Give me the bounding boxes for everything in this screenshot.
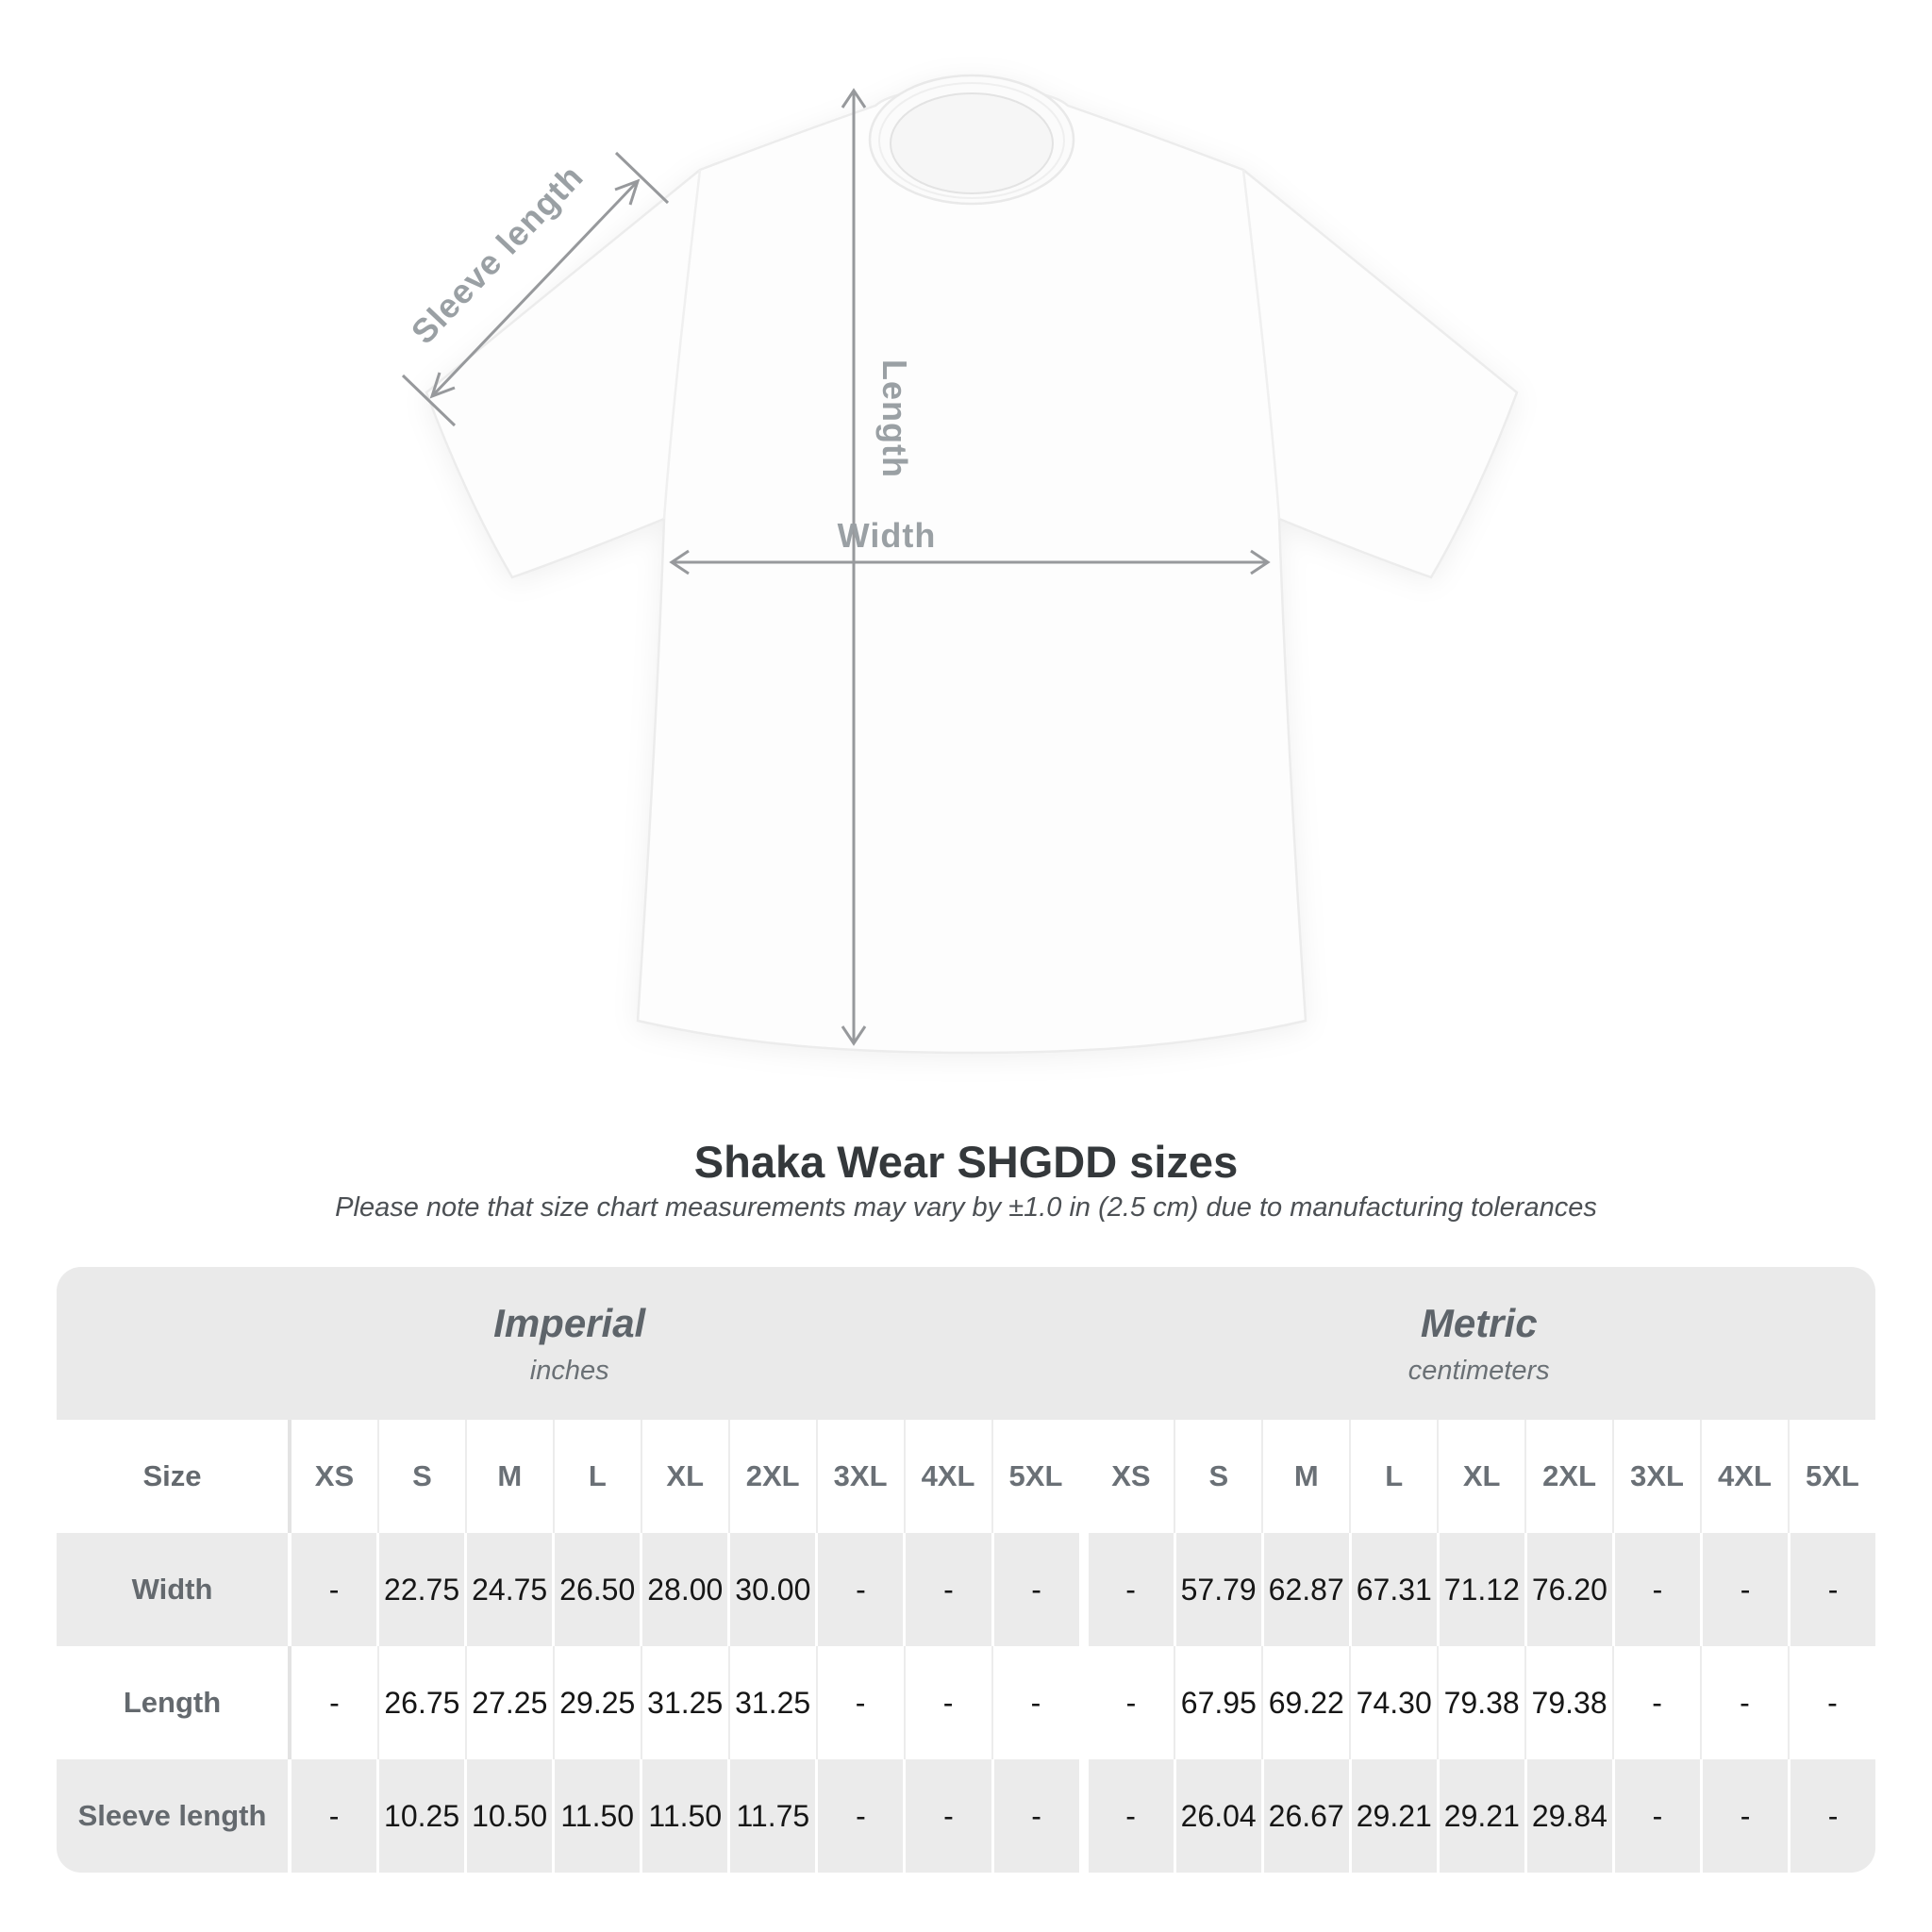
value-cell: -: [1612, 1646, 1700, 1759]
value-cell: 27.25: [465, 1646, 553, 1759]
value-cell: -: [1079, 1759, 1174, 1873]
value-cell: -: [903, 1533, 991, 1646]
tolerance-note: Please note that size chart measurements may vary by ±1.0 in (2.5 cm) due to manufacturing tolerances: [335, 1192, 1597, 1223]
value-cell: -: [1788, 1646, 1875, 1759]
row-label: Sleeve length: [77, 1799, 267, 1832]
value-cell: 31.25: [728, 1646, 816, 1759]
value-cell: -: [815, 1759, 903, 1873]
imperial-size-header: 3XL: [816, 1420, 904, 1533]
imperial-size-header: L: [553, 1420, 641, 1533]
metric-size-header: 5XL: [1788, 1420, 1875, 1533]
value-cell: -: [1788, 1759, 1875, 1873]
page-title: Shaka Wear SHGDD sizes: [693, 1137, 1239, 1187]
value-cell: -: [991, 1759, 1079, 1873]
value-cell: 26.75: [377, 1646, 465, 1759]
imperial-group-name: Imperial: [493, 1300, 646, 1345]
value-cell: -: [816, 1646, 904, 1759]
value-cell: 67.31: [1349, 1533, 1437, 1646]
value-cell: 67.95: [1174, 1646, 1261, 1759]
value-cell: 30.00: [727, 1533, 815, 1646]
value-cell: 31.25: [641, 1646, 728, 1759]
tshirt-graphic: [426, 75, 1517, 1053]
value-cell: 24.75: [464, 1533, 552, 1646]
width-row: [57, 1533, 1875, 1646]
metric-size-header: L: [1349, 1420, 1437, 1533]
value-cell: 11.50: [552, 1759, 640, 1873]
imperial-group-header: [57, 1267, 1082, 1420]
value-cell: -: [288, 1533, 376, 1646]
row-label: Width: [131, 1573, 213, 1606]
imperial-size-header: 4XL: [904, 1420, 991, 1533]
value-cell: -: [1612, 1533, 1700, 1646]
value-cell: -: [1700, 1533, 1788, 1646]
metric-size-header: 4XL: [1700, 1420, 1788, 1533]
imperial-size-header: 5XL: [991, 1420, 1079, 1533]
value-cell: 22.75: [376, 1533, 464, 1646]
value-cell: -: [1079, 1533, 1174, 1646]
value-cell: 10.50: [464, 1759, 552, 1873]
width-label: Width: [837, 516, 937, 555]
length-row: [57, 1646, 1875, 1759]
value-cell: 29.84: [1524, 1759, 1612, 1873]
value-cell: 79.38: [1437, 1646, 1524, 1759]
value-cell: 62.87: [1261, 1533, 1349, 1646]
value-cell: 26.04: [1174, 1759, 1261, 1873]
metric-size-header: XS: [1078, 1420, 1174, 1533]
value-cell: -: [815, 1533, 903, 1646]
size-column-header: Size: [142, 1459, 202, 1492]
metric-group-unit: centimeters: [1407, 1355, 1550, 1386]
value-cell: 71.12: [1437, 1533, 1524, 1646]
value-cell: 26.50: [552, 1533, 640, 1646]
value-cell: -: [1612, 1759, 1700, 1873]
value-cell: 29.25: [553, 1646, 641, 1759]
metric-group-header: [1082, 1267, 1875, 1420]
value-cell: 79.38: [1524, 1646, 1612, 1759]
collar-opening: [891, 93, 1053, 193]
value-cell: -: [903, 1759, 991, 1873]
value-cell: -: [288, 1759, 376, 1873]
value-cell: -: [904, 1646, 991, 1759]
metric-size-header: 3XL: [1612, 1420, 1700, 1533]
imperial-size-header: 2XL: [728, 1420, 816, 1533]
value-cell: -: [288, 1646, 377, 1759]
imperial-size-header: XL: [641, 1420, 728, 1533]
value-cell: 26.67: [1261, 1759, 1349, 1873]
sleeve-length-row: [57, 1759, 1875, 1873]
value-cell: 11.75: [727, 1759, 815, 1873]
unit-group-band: [57, 1267, 1875, 1420]
metric-size-header: 2XL: [1524, 1420, 1612, 1533]
value-cell: 11.50: [640, 1759, 727, 1873]
value-cell: -: [1078, 1646, 1174, 1759]
value-cell: -: [1788, 1533, 1875, 1646]
imperial-size-header: S: [377, 1420, 465, 1533]
size-table: [57, 1267, 1875, 1873]
imperial-group-unit: inches: [529, 1355, 609, 1386]
value-cell: 57.79: [1174, 1533, 1261, 1646]
sleeve-length-label: Sleeve length: [403, 157, 591, 352]
metric-size-header: S: [1174, 1420, 1261, 1533]
value-cell: 69.22: [1261, 1646, 1349, 1759]
value-cell: 10.25: [376, 1759, 464, 1873]
value-cell: -: [991, 1533, 1079, 1646]
row-label: Length: [123, 1686, 222, 1719]
value-cell: 76.20: [1524, 1533, 1612, 1646]
value-cell: 29.21: [1437, 1759, 1524, 1873]
value-cell: 28.00: [640, 1533, 727, 1646]
metric-size-header: XL: [1437, 1420, 1524, 1533]
value-cell: 29.21: [1349, 1759, 1437, 1873]
imperial-size-header: M: [465, 1420, 553, 1533]
value-cell: -: [1700, 1759, 1788, 1873]
size-header-row: [57, 1420, 1875, 1533]
value-cell: -: [1700, 1646, 1788, 1759]
length-label: Length: [875, 359, 914, 478]
imperial-size-header: XS: [288, 1420, 377, 1533]
value-cell: -: [991, 1646, 1079, 1759]
value-cell: 74.30: [1349, 1646, 1437, 1759]
metric-size-header: M: [1261, 1420, 1349, 1533]
metric-group-name: Metric: [1420, 1300, 1538, 1345]
